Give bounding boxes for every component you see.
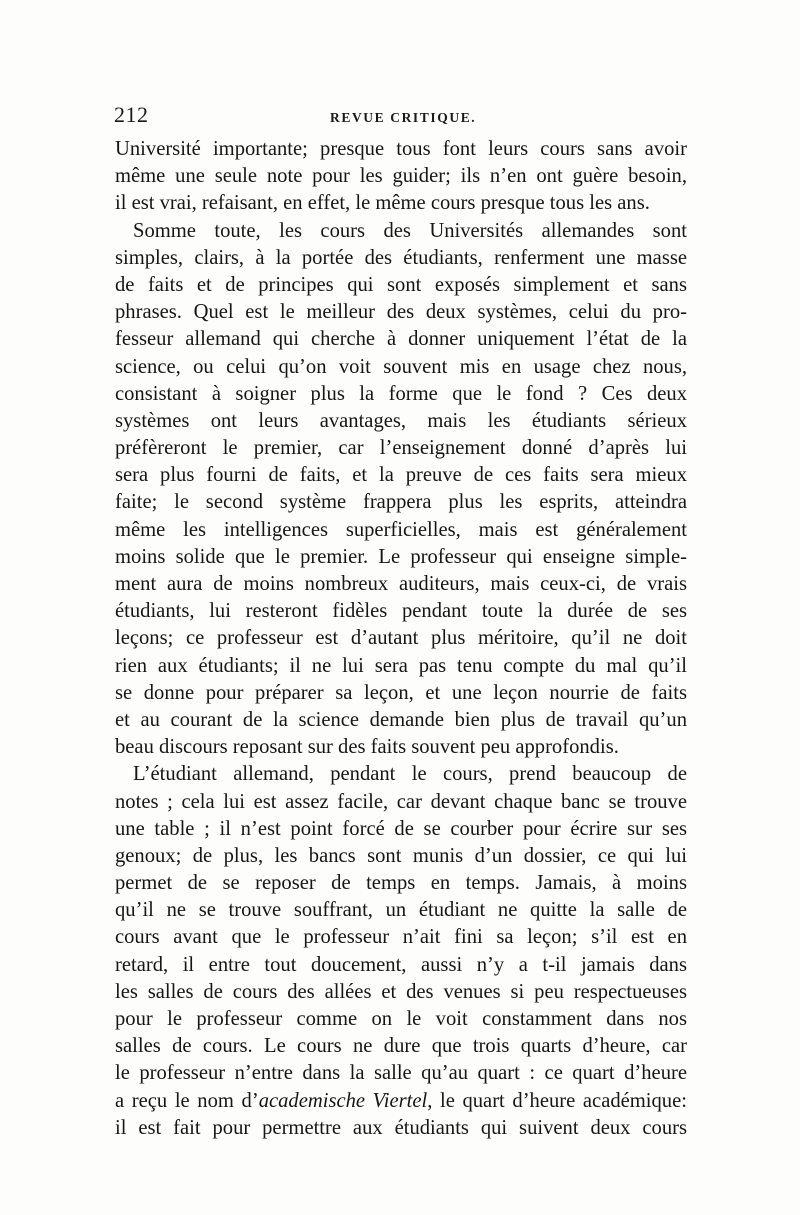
text-line: fesseur allemand qui cherche à donner uniquement l’état de la: [115, 328, 687, 351]
text-line: beau discours reposant sur des faits souvent peu approfondis.: [115, 736, 619, 759]
text-line: retard, il entre tout doucement, aussi n’y a t-il jamais dans: [115, 953, 687, 976]
text-line: et au courant de la science demande bien plus de travail qu’un: [115, 708, 687, 731]
text-line: le professeur n’entre dans la salle qu’au quart : ce quart d’heure: [115, 1062, 687, 1085]
text-line: étudiants, lui resteront fidèles pendant toute la durée de ses: [115, 600, 687, 623]
text-line: systèmes ont leurs avantages, mais les étudiants sérieux: [115, 409, 687, 432]
text-line: cours avant que le professeur n’ait fini sa leçon; s’il est en: [115, 926, 687, 949]
text-line-with-italic: [115, 1088, 687, 1115]
text-line: consistant à soigner plus la forme que le fond ? Ces deux: [115, 382, 687, 405]
text-line: genoux; de plus, les bancs sont munis d’un dossier, ce qui lui: [115, 844, 687, 867]
text-line: leçons; ce professeur est d’autant plus méritoire, qu’il ne doit: [115, 627, 687, 650]
text-line: même les intelligences superficielles, mais est généralement: [115, 518, 687, 541]
text-line: une table ; il n’est point forcé de se courber pour écrire sur ses: [115, 817, 687, 840]
running-title: REVUE CRITIQUE.: [330, 110, 477, 125]
text-line: sera plus fourni de faits, et la preuve de ces faits sera mieux: [115, 464, 687, 487]
text-line: faite; le second système frappera plus les esprits, atteindra: [115, 491, 687, 514]
text-line: notes ; cela lui est assez facile, car devant chaque banc se trouve: [115, 790, 687, 813]
page-number: 212: [114, 102, 149, 127]
text-line: permet de se reposer de temps en temps. Jamais, à moins: [115, 872, 687, 895]
text-line: préfèreront le premier, car l’enseignement donné d’après lui: [115, 437, 687, 460]
text-line: qu’il ne se trouve souffrant, un étudiant ne quitte la salle de: [115, 899, 687, 922]
text-fragment: a reçu le nom d’: [115, 1089, 259, 1112]
paragraph-start-line: Somme toute, les cours des Universités allemandes sont: [133, 219, 687, 242]
text-line: rien aux étudiants; il ne lui sera pas tenu compte du mal qu’il: [115, 654, 687, 677]
paragraph-start-line: L’étudiant allemand, pendant le cours, prend beaucoup de: [133, 763, 687, 786]
text-line: Université importante; presque tous font leurs cours sans avoir: [115, 138, 687, 160]
text-line: simples, clairs, à la portée des étudiants, renferment une masse: [115, 246, 687, 269]
text-line: moins solide que le premier. Le professeur qui enseigne simple-: [115, 545, 687, 568]
text-line: même une seule note pour les guider; ils n’en ont guère besoin,: [115, 165, 687, 188]
text-line: ment aura de moins nombreux auditeurs, mais ceux-ci, de vrais: [115, 573, 687, 595]
italic-phrase: academische Viertel: [258, 1089, 428, 1112]
text-line: se donne pour préparer sa leçon, et une leçon nourrie de faits: [115, 681, 687, 704]
text-line: les salles de cours des allées et des venues si peu respectueuses: [115, 980, 687, 1003]
text-line: phrases. Quel est le meilleur des deux systèmes, celui du pro-: [115, 301, 687, 324]
page-header: [114, 102, 686, 132]
text-line: il est vrai, refaisant, en effet, le même cours presque tous les ans.: [115, 192, 650, 215]
text-line: il est fait pour permettre aux étudiants qui suivent deux cours: [115, 1116, 687, 1139]
text-line: salles de cours. Le cours ne dure que trois quarts d’heure, car: [115, 1035, 687, 1058]
text-fragment: , le quart d’heure académique:: [427, 1089, 687, 1112]
body-text: [115, 136, 687, 1142]
text-line: de faits et de principes qui sont exposés simplement et sans: [115, 273, 687, 296]
text-line: science, ou celui qu’on voit souvent mis en usage chez nous,: [115, 355, 687, 378]
text-line: pour le professeur comme on le voit constamment dans nos: [115, 1008, 687, 1030]
